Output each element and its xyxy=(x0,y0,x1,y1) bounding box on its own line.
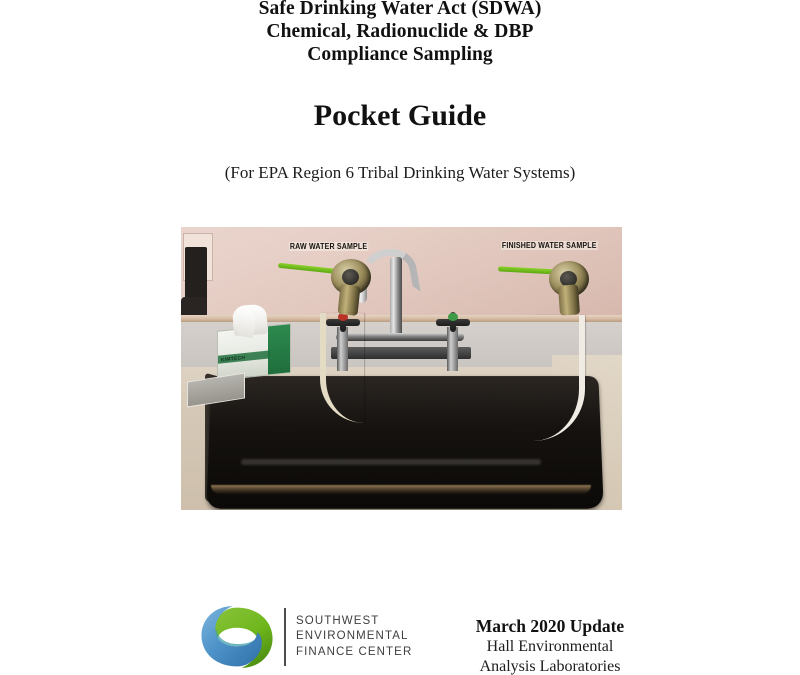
photo-kimtech-label: KIMTECH xyxy=(221,354,246,364)
photo-raw-valve-body xyxy=(337,284,360,316)
photo-faucet-cap-green xyxy=(448,313,458,321)
logo-wordmark xyxy=(296,614,412,661)
title-line-2: Chemical, Radionuclide & DBP xyxy=(266,21,534,42)
photo-raw-valve-hub xyxy=(342,269,359,285)
swefc-logo xyxy=(198,603,412,671)
logo-line-finance-center: FINANCE CENTER xyxy=(296,645,413,658)
publication-date: March 2020 Update xyxy=(475,616,625,636)
swefc-swirl-icon xyxy=(198,603,276,671)
publication-info xyxy=(400,616,700,675)
photo-kimtech-box-green-panel xyxy=(268,324,290,374)
logo-line-southwest: SOUTHWEST xyxy=(296,614,380,627)
photo-faucet-riser xyxy=(390,257,402,339)
photo-label-finished-water-sample: FINISHED WATER SAMPLE xyxy=(501,241,597,250)
title-line-1: Safe Drinking Water Act (SDWA) xyxy=(258,0,542,19)
photo-sink-rim xyxy=(211,485,591,494)
photo-label-raw-water-sample: RAW WATER SAMPLE xyxy=(289,242,368,251)
publication-org-line-2: Analysis Laboratories xyxy=(479,658,621,675)
document-subtitle: (For EPA Region 6 Tribal Drinking Water Systems) xyxy=(224,163,576,182)
photo-sink-highlight xyxy=(241,459,541,465)
photo-faucet-stem-cold xyxy=(447,327,458,371)
publication-org-line-1: Hall Environmental xyxy=(486,638,614,655)
page-title: Pocket Guide xyxy=(313,99,487,132)
logo-divider xyxy=(284,608,286,666)
title-line-3: Compliance Sampling xyxy=(307,44,493,65)
document-title-block xyxy=(0,0,800,66)
photo-finished-valve-body xyxy=(558,284,580,315)
cover-footer xyxy=(0,600,800,675)
cover-photo xyxy=(181,227,622,510)
logo-line-environmental: ENVIRONMENTAL xyxy=(296,630,409,643)
